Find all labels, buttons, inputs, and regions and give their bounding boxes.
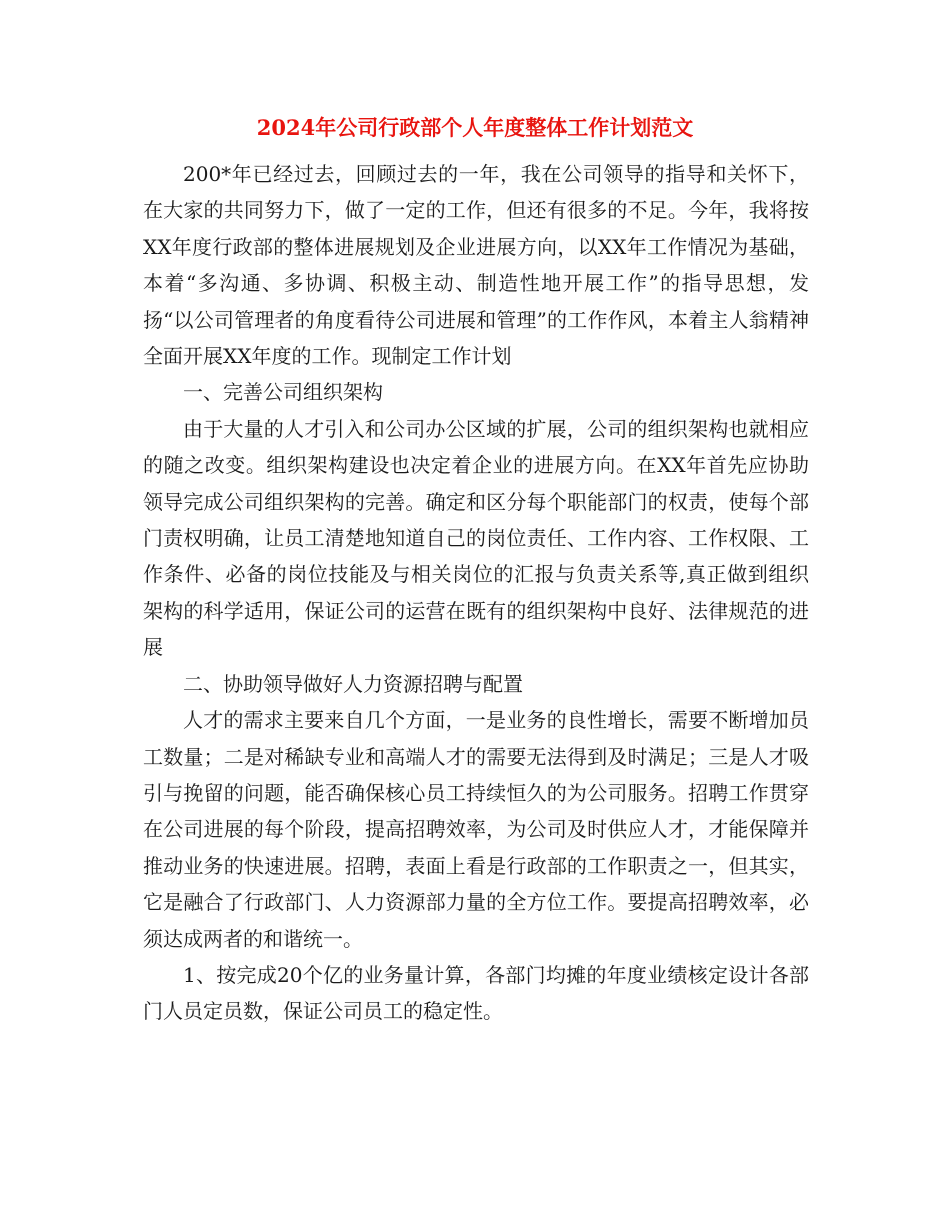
section-heading-1: 一、完善公司组织架构 <box>183 380 383 405</box>
section-heading-2: 二、协助领导做好人力资源招聘与配置 <box>183 671 523 696</box>
section-1-paragraph: 由于大量的人才引入和公司办公区域的扩展，公司的组织架构也就相应的随之改变。组织架构建设也决定着企业的进展方向。在XX年首先应协助领导完成公司组织架构的完善。确定和区分每个职能部门的权责，使每个部门责权明确，让员工清楚地知道自己的岗位责任、工作内容、工作权限、工作条件、必备的岗位技能及与相关岗位的汇报与负责关系等,真正做到组织架构的科学适用，保证公司的运营在既有的组织架构中良好、法律规范的进展 <box>143 416 809 660</box>
list-item-1: 1、按完成20个亿的业务量计算，各部门均摊的年度业绩核定设计各部门人员定员数，保证公司员工的稳定性。 <box>143 962 809 1024</box>
section-2-paragraph: 人才的需求主要来自几个方面，一是业务的良性增长，需要不断增加员工数量；二是对稀缺专业和高端人才的需要无法得到及时满足；三是人才吸引与挽留的问题，能否确保核心员工持续恒久的为公司服务。招聘工作贯穿在公司进展的每个阶段，提高招聘效率，为公司及时供应人才，才能保障并推动业务的快速进展。招聘，表面上看是行政部的工作职责之一，但其实，它是融合了行政部门、人力资源部力量的全方位工作。要提高招聘效率，必须达成两者的和谐统一。 <box>143 708 809 951</box>
intro-paragraph: 200*年已经过去，回顾过去的一年，我在公司领导的指导和关怀下，在大家的共同努力下，做了一定的工作，但还有很多的不足。今年，我将按XX年度行政部的整体进展规划及企业进展方向，以XX年工作情况为基础，本着“多沟通、多协调、积极主动、制造性地开展工作”的指导思想，发扬“以公司管理者的角度看待公司进展和管理”的工作作风，本着主人翁精神全面开展XX年度的工作。现制定工作计划 <box>143 162 809 369</box>
document-body <box>143 156 809 1030</box>
document-title: 2024年公司行政部个人年度整体工作计划范文 <box>256 115 694 140</box>
